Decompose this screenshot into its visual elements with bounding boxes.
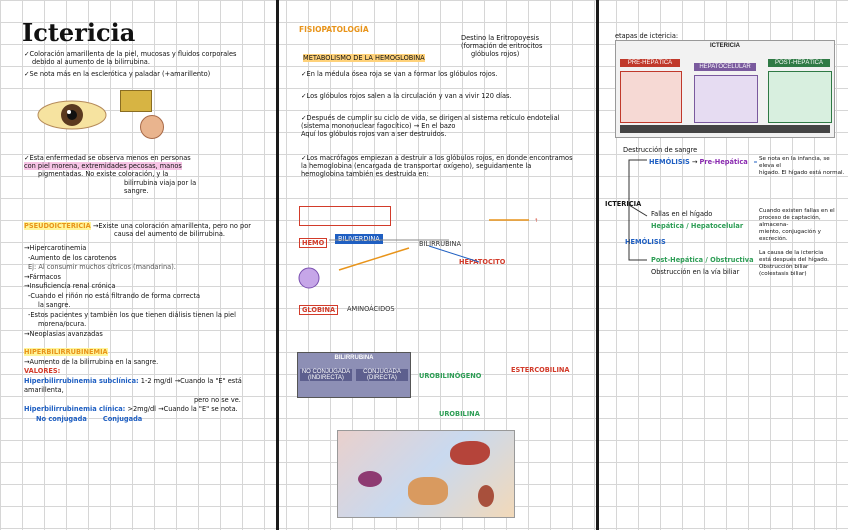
flow-item: HEMÓLISIS <box>625 238 666 246</box>
intestine-icon <box>408 477 448 505</box>
note-text: miento, conjugación y excreción. <box>759 229 821 242</box>
chart-column-pre <box>620 71 682 123</box>
note-text: causa del aumento de bilirrubina. <box>114 230 226 239</box>
note-text: proceso de captación, almacena- <box>759 215 821 228</box>
note-line <box>24 348 274 424</box>
note-text: bilirrubina viaja por la <box>124 178 197 187</box>
note-list <box>24 244 274 339</box>
note-text: hemoglobina también es destruida en: <box>301 170 429 179</box>
table-header: BILIRRUBINA <box>334 355 374 361</box>
note-text: Se nota en la infancia, se eleva el <box>759 156 830 169</box>
table-cell: NO CONJUGADA (INDIRECTA) <box>301 369 351 381</box>
note-text: Obstrucción biliar <box>759 264 809 270</box>
liver-icon <box>450 441 490 465</box>
note-text: Ej: Al consumir muchos cítricos (mandarina). <box>28 263 176 271</box>
diagram-label: UROBILINÓGENO <box>419 372 482 380</box>
chart-node-hep: HEPATOCELULAR <box>694 63 756 71</box>
diagram-label: AMINOÁCIDOS <box>347 305 395 313</box>
section-heading: PSEUDOICTERICIA <box>24 222 91 230</box>
note-text: La causa de la ictericia <box>759 250 824 256</box>
flow-connectors <box>599 150 848 280</box>
section-heading: METABOLISMO DE LA HEMOGLOBINA <box>303 54 425 62</box>
note-line <box>24 50 269 66</box>
notes-page-3 <box>599 0 848 530</box>
table-cell: CONJUGADA (DIRECTA) <box>356 369 408 381</box>
note-text: →Fármacos <box>24 272 61 281</box>
bilirubin-cycle-illustration <box>337 430 515 518</box>
note-text: Destino la Eritropoyesis <box>461 34 540 42</box>
chart-root: ICTERICIA <box>710 43 740 49</box>
note-text: VALORES: <box>24 367 61 375</box>
note-text: →Insuficiencia renal crónica <box>24 282 116 290</box>
note-line <box>24 222 274 238</box>
note-text: morena/ocura. <box>38 320 87 328</box>
note-text: Conjugada <box>102 414 143 423</box>
chart-node-pre: PRE-HEPÁTICA <box>620 59 680 67</box>
note-text: Hiperbilirrubinemia clínica: <box>24 405 126 413</box>
jaundice-classification-chart <box>615 40 835 138</box>
note-text <box>461 34 591 59</box>
chart-column-post <box>768 71 832 123</box>
chart-node-post: POST-HEPÁTICA <box>768 59 830 67</box>
diagram-text: BILIVERDINA <box>338 235 380 243</box>
chart-column-hep <box>694 75 758 123</box>
note-text: sangre. <box>124 186 149 195</box>
flow-root: ICTERICIA <box>605 200 642 208</box>
note-line: ✓Se nota más en la esclerótica y paladar (+amarillento) <box>24 70 211 78</box>
note-text: -Aumento de los carotenos <box>28 253 117 262</box>
note-text: debido al aumento de la bilirrubina. <box>32 58 150 67</box>
section-heading: HIPERBILIRRUBINEMIA <box>24 348 108 356</box>
flow-item: Post-Hepática / Obstructiva <box>651 256 754 264</box>
note-text: →Hipercarotinemia <box>24 244 87 252</box>
note-text: etapas de ictericia: <box>615 32 679 40</box>
note-text: ✓Los glóbulos rojos salen a la circulación y van a vivir 120 días. <box>301 92 512 100</box>
notes-page-2 <box>279 0 596 530</box>
diagram-label: UROBILINA <box>439 410 480 418</box>
notes-page-1 <box>0 0 276 530</box>
note-text: pigmentadas. No existe coloración, y la <box>38 170 169 179</box>
note-text: →Neoplasias avanzadas <box>24 329 103 338</box>
diagram-label: BILIRRUBINA <box>419 240 461 248</box>
note-text: HEMÓLISIS <box>649 158 690 166</box>
note-text: (sistema mononuclear fagocítico) → En el bazo <box>301 122 456 131</box>
bilirubin-table <box>297 352 411 398</box>
svg-text:↑: ↑ <box>534 218 539 224</box>
section-heading: FISIOPATOLOGÍA <box>299 25 369 34</box>
note-text: está después del hígado. <box>759 257 829 263</box>
note-paragraph <box>301 154 593 179</box>
note-text: Obstrucción en la vía biliar <box>651 268 740 276</box>
flow-item: HEMÓLISIS → Pre-Hepática <box>649 158 748 166</box>
note-text: ✓Los macrófagos empiezan a destruir a los glóbulos rojos, en donde encontramos <box>301 154 573 162</box>
note-text: Fallas en el hígado <box>651 210 713 218</box>
kidney-icon <box>478 485 494 507</box>
note-text: ✓Esta enfermedad se observa menos en personas <box>24 154 191 162</box>
note-text: →Aumento de la bilirrubina en la sangre. <box>24 357 159 366</box>
eye-illustration <box>36 94 108 136</box>
note-text: Pre-Hepática <box>699 158 748 166</box>
note-text: la hemoglobina (encargada de transportar oxígeno), seguidamente la <box>301 162 532 171</box>
note-line <box>24 154 269 195</box>
note-text: (colestasis biliar) <box>759 271 807 277</box>
note-text: -Cuando el riñón no está filtrando de forma correcta <box>28 291 201 300</box>
note-text: →Existe una coloración amarillenta, pero no por <box>92 222 251 230</box>
note-text: Hiperbilirrubinemia subclínica: <box>24 376 139 385</box>
diagram-label: HEPATOCITO <box>459 258 506 266</box>
note-text: 1-2 mg/dl →Cuando la "E" está amarillenta, <box>24 376 242 394</box>
note-text: ✓Coloración amarillenta de la piel, mucosas y fluidos corporales <box>24 50 237 58</box>
chart-footer <box>620 125 830 133</box>
note-text: Aquí los glóbulos rojos van a ser destruidos. <box>301 130 447 139</box>
note-text: ✓Después de cumplir su ciclo de vida, se dirigen al sistema retículo endotelial <box>301 114 560 122</box>
note-text: >2mg/dl →Cuando la "E" se nota. <box>127 405 238 413</box>
note-text: hígado. El hígado está normal. <box>759 170 845 176</box>
flow-item: Hepática / Hepatocelular <box>651 222 744 230</box>
note-paragraph <box>301 114 593 139</box>
diagram-label: HEMO <box>299 238 327 248</box>
note-text: -Estos pacientes y también los que tienen diálisis tienen la piel <box>28 310 236 319</box>
note-text: Cuando existen fallas en el <box>759 208 835 214</box>
note-text: la sangre. <box>38 301 71 309</box>
page-title: Ictericia <box>22 18 136 47</box>
metabolism-diagram <box>279 200 596 340</box>
note-text: ✓En la médula ósea roja se van a formar los glóbulos rojos. <box>301 70 498 78</box>
note-text: glóbulos rojos) <box>471 50 520 59</box>
note-text: No conjugada <box>36 414 87 423</box>
spleen-icon <box>358 471 382 487</box>
mouth-photo <box>140 115 164 139</box>
diagram-label: GLOBINA <box>299 305 338 315</box>
note-text: Destrucción de sangre <box>623 146 698 154</box>
note-text: (formación de eritrocitos <box>461 42 543 51</box>
note-text: pero no se ve. <box>194 395 241 404</box>
yellow-eye-photo <box>120 90 152 112</box>
diagram-label: ESTERCOBILINA <box>511 366 570 374</box>
note-text: con piel morena, extremidades pecosas, manos <box>24 162 182 171</box>
